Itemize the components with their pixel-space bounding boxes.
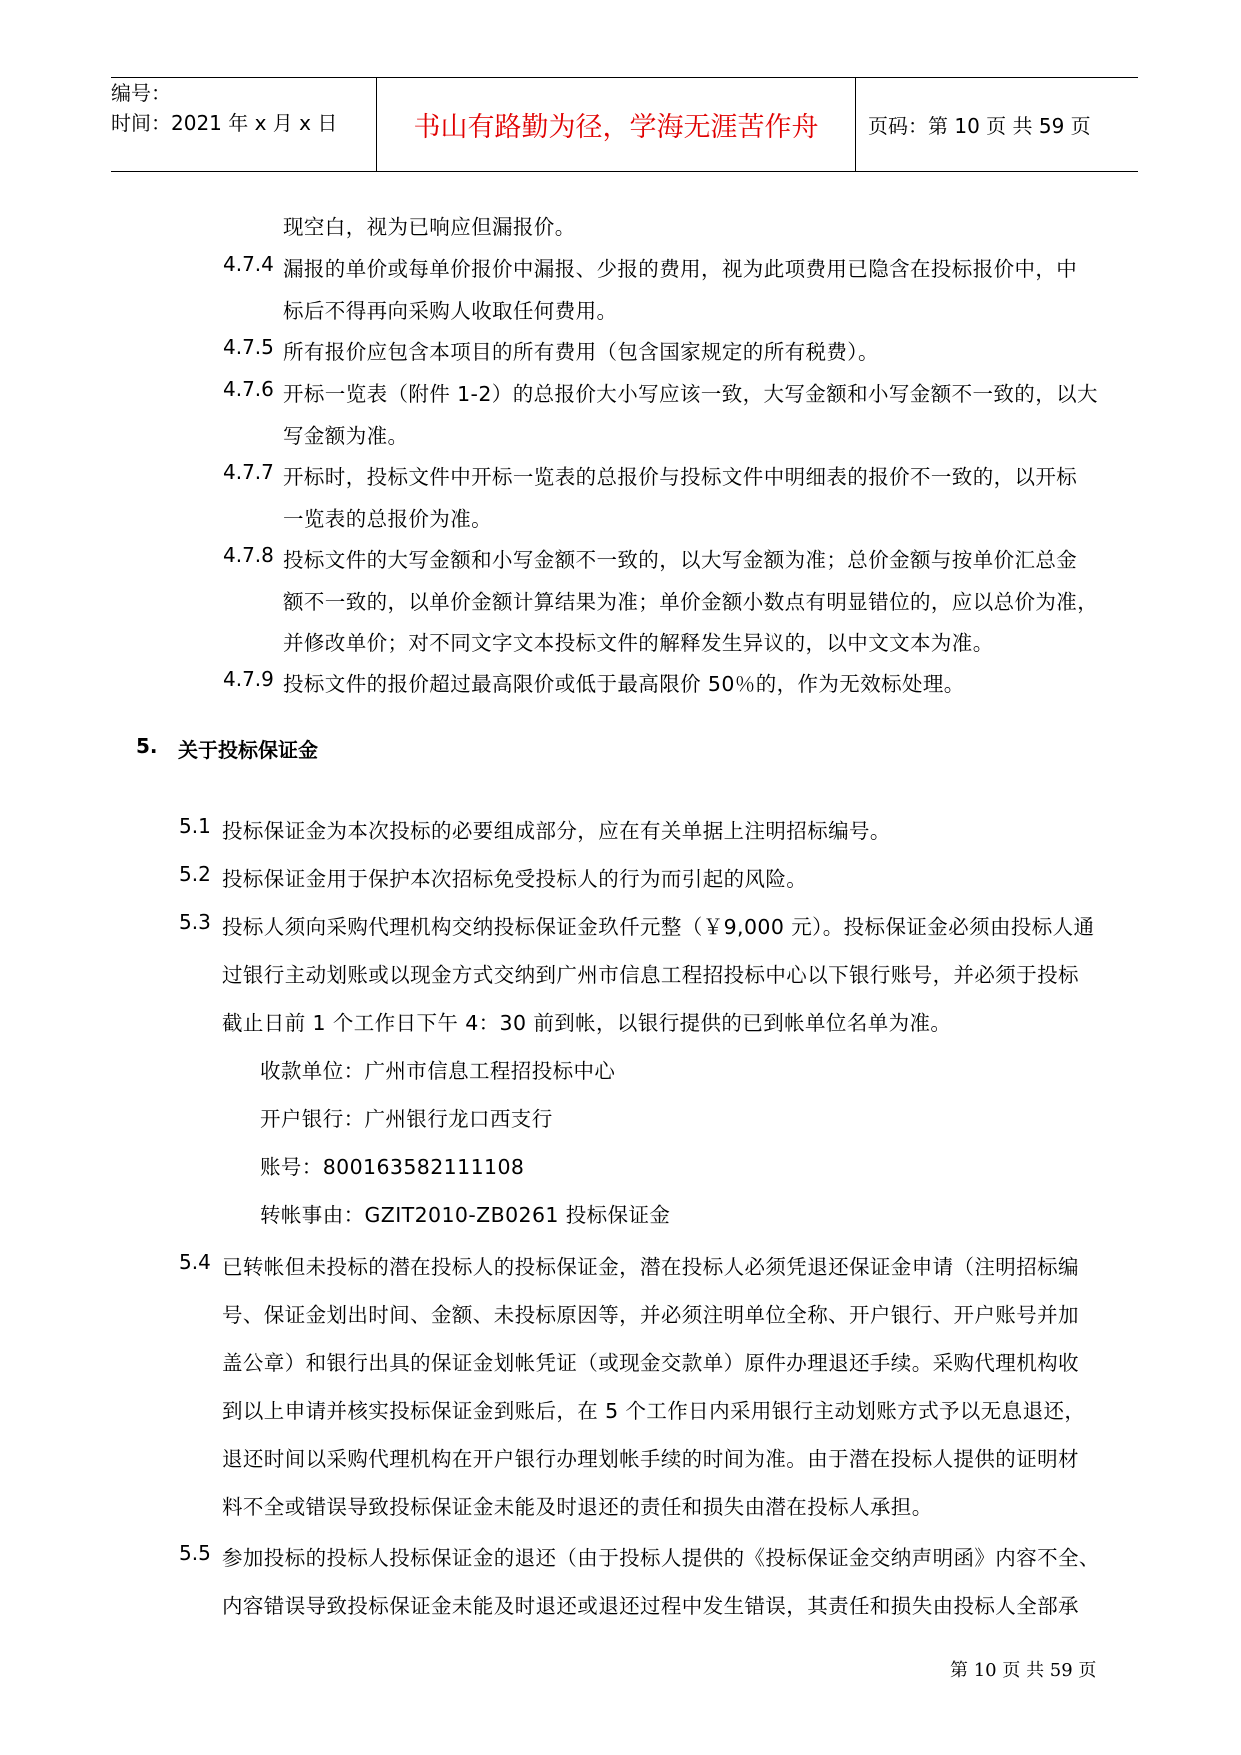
text-line: 开标时，投标文件中开标一览表的总报价与投标文件中明细表的报价不一致的，以开标 xyxy=(283,465,1078,489)
text-line: 一览表的总报价为准。 xyxy=(283,507,492,531)
text-line: 投标文件的大写金额和小写金额不一致的，以大写金额为准；总价金额与按单价汇总金 xyxy=(283,548,1078,572)
text-line: 截止日前 1 个工作日下午 4：30 前到帐，以银行提供的已到帐单位名单为准。 xyxy=(222,1011,952,1035)
text-line: 漏报的单价或每单价报价中漏报、少报的费用，视为此项费用已隐含在投标报价中，中 xyxy=(283,257,1078,281)
text-line: 转帐事由：GZIT2010-ZB0261 投标保证金 xyxy=(260,1203,671,1227)
text-line: 额不一致的，以单价金额计算结果为准；单价金额小数点有明显错位的，应以总价为准， xyxy=(283,590,1099,614)
text-line: 写金额为准。 xyxy=(283,424,409,448)
text-line: 内容错误导致投标保证金未能及时退还或退还过程中发生错误，其责任和损失由投标人全部承 xyxy=(222,1594,1079,1618)
item-number: 4.7.8 xyxy=(223,543,274,567)
text-line: 现空白，视为已响应但漏报价。 xyxy=(283,215,576,239)
text-line: 退还时间以采购代理机构在开户银行办理划帐手续的时间为准。由于潜在投标人提供的证明材 xyxy=(222,1447,1079,1471)
text-line: 投标保证金用于保护本次招标免受投标人的行为而引起的风险。 xyxy=(222,867,808,891)
header-page-code: 页码：第 10 页 共 59 页 xyxy=(868,114,1091,138)
header-time-label: 时间：2021 年 x 月 x 日 xyxy=(111,111,338,135)
text-line: 盖公章）和银行出具的保证金划帐凭证（或现金交款单）原件办理退还手续。采购代理机构收 xyxy=(222,1351,1079,1375)
item-number: 5.3 xyxy=(179,910,211,934)
item-number: 4.7.9 xyxy=(223,667,274,691)
item-number: 5.1 xyxy=(179,814,211,838)
header-motto: 书山有路勤为径，学海无涯苦作舟 xyxy=(376,78,856,171)
header-number-label: 编号： xyxy=(111,81,171,105)
text-line: 投标保证金为本次投标的必要组成部分，应在有关单据上注明招标编号。 xyxy=(222,819,891,843)
header-meta xyxy=(111,78,376,171)
item-number: 5.5 xyxy=(179,1541,211,1565)
text-line: 参加投标的投标人投标保证金的退还（由于投标人提供的《投标保证金交纳声明函》内容不全、 xyxy=(222,1546,1100,1570)
item-number: 5.2 xyxy=(179,862,211,886)
text-line: 账号：800163582111108 xyxy=(260,1155,525,1179)
text-line: 料不全或错误导致投标保证金未能及时退还的责任和损失由潜在投标人承担。 xyxy=(222,1495,933,1519)
item-number: 5.4 xyxy=(179,1250,211,1274)
text-line: 投标文件的报价超过最高限价或低于最高限价 50％的，作为无效标处理。 xyxy=(283,672,965,696)
text-line: 并修改单价；对不同文字文本投标文件的解释发生异议的，以中文文本为准。 xyxy=(283,631,994,655)
text-line: 到以上申请并核实投标保证金到账后，在 5 个工作日内采用银行主动划账方式予以无息退还， xyxy=(222,1399,1086,1423)
text-line: 投标人须向采购代理机构交纳投标保证金玖仟元整（￥9,000 元）。投标保证金必须由投标人通 xyxy=(222,915,1095,939)
text-line: 收款单位：广州市信息工程招投标中心 xyxy=(260,1059,616,1083)
item-number: 4.7.7 xyxy=(223,460,274,484)
item-number: 4.7.6 xyxy=(223,377,274,401)
text-line: 开户银行：广州银行龙口西支行 xyxy=(260,1107,553,1131)
item-number: 4.7.4 xyxy=(223,252,274,276)
text-line: 号、保证金划出时间、金额、未投标原因等，并必须注明单位全称、开户银行、开户账号并加 xyxy=(222,1303,1079,1327)
item-number: 4.7.5 xyxy=(223,335,274,359)
text-line: 过银行主动划账或以现金方式交纳到广州市信息工程招投标中心以下银行账号，并必须于投标 xyxy=(222,963,1079,987)
section-number: 5. xyxy=(136,734,158,758)
page-footer: 第 10 页 共 59 页 xyxy=(950,1660,1097,1681)
section-title: 关于投标保证金 xyxy=(178,738,318,762)
page-header xyxy=(111,77,1138,172)
text-line: 所有报价应包含本项目的所有费用（包含国家规定的所有税费）。 xyxy=(283,340,879,364)
text-line: 开标一览表（附件 1-2）的总报价大小写应该一致，大写金额和小写金额不一致的，以大 xyxy=(283,382,1098,406)
text-line: 已转帐但未投标的潜在投标人的投标保证金，潜在投标人必须凭退还保证金申请（注明招标编 xyxy=(222,1255,1079,1279)
text-line: 标后不得再向采购人收取任何费用。 xyxy=(283,299,618,323)
